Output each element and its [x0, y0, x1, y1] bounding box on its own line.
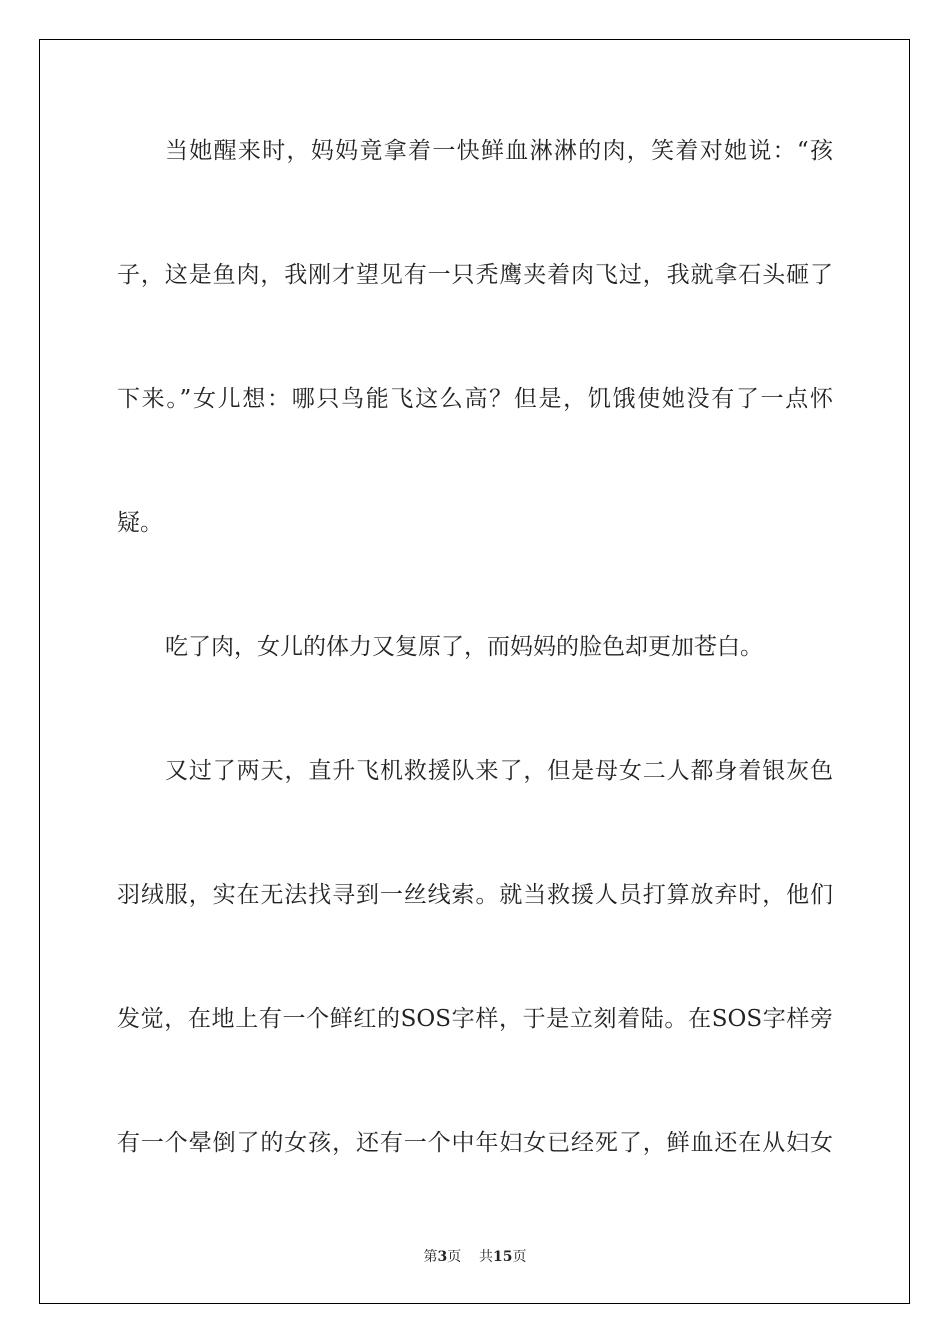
text-line-4: 疑。	[117, 510, 163, 536]
total-suffix: 页	[512, 1249, 527, 1265]
text-line-3: 下来。”女儿想：哪只鸟能飞这么高？但是，饥饿使她没有了一点怀	[117, 386, 833, 412]
page-number: 3	[437, 1249, 448, 1265]
text-line-8: 发觉，在地上有一个鲜红的SOS字样，于是立刻着陆。在SOS字样旁	[117, 1006, 833, 1032]
text-line-7: 羽绒服，实在无法找寻到一丝线索。就当救援人员打算放弃时，他们	[117, 882, 833, 908]
page-prefix: 第	[423, 1249, 438, 1265]
text-line-1: 当她醒来时，妈妈竟拿着一快鲜血淋淋的肉，笑着对她说：“孩	[165, 138, 833, 164]
text-line-2: 子，这是鱼肉，我刚才望见有一只秃鹰夹着肉飞过，我就拿石头砸了	[117, 262, 833, 288]
total-prefix: 共	[479, 1249, 494, 1265]
text-line-5: 吃了肉，女儿的体力又复原了，而妈妈的脸色却更加苍白。	[165, 634, 763, 660]
total-pages: 15	[493, 1249, 513, 1265]
page-footer	[0, 1248, 950, 1266]
text-line-9: 有一个晕倒了的女孩，还有一个中年妇女已经死了，鲜血还在从妇女	[117, 1130, 833, 1156]
text-line-6: 又过了两天，直升飞机救援队来了，但是母女二人都身着银灰色	[165, 758, 833, 784]
page-suffix: 页	[447, 1249, 462, 1265]
page-border	[39, 39, 910, 1304]
